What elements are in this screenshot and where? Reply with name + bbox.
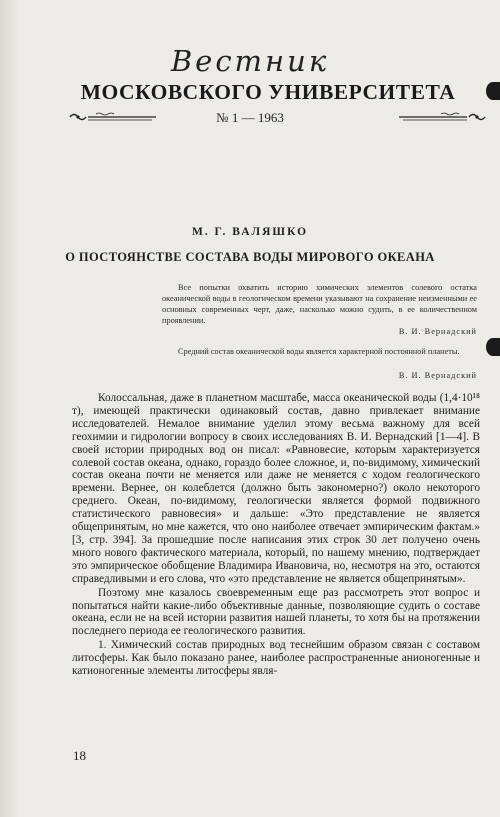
right-ornament-icon (395, 111, 487, 123)
journal-script-title: Вестник (170, 44, 330, 78)
binding-mark-icon (486, 82, 500, 100)
binding-mark-icon (486, 338, 500, 356)
page-number: 18 (73, 748, 86, 763)
article-title: О ПОСТОЯНСТВЕ СОСТАВА ВОДЫ МИРОВОГО ОКЕАНА (65, 250, 435, 264)
body-paragraph: 1. Химический состав природных вод теснейшим образом связан с составом литосферы. Как было показано ранее, наиболее распространенные анионогенные и катионогенные элементы литосферы явля- (72, 639, 480, 678)
article-body (72, 392, 480, 679)
body-paragraph: Колоссальная, даже в планетном масштабе, масса океанической воды (1,4·10¹⁸ т), имеющей практически одинаковый состав, давно привлекает внимание исследователей. Немалое внимание уделил этому весьма важному для всей геохимии и гидрологии вопросу в своих исследованиях В. И. Вернадский [1—4]. В своей истории природных вод он писал: «Равновесие, которым характеризуется солевой состав океана, однако, гораздо более сложное, и, по-видимому, химический состав океана почти не меняется или даже не меняется с ходом геологического времени. Вернее, он колеблется (должно быть закономерно?) около некоторого среднего. Океан, по-видимому, геологически является формой подвижного статистического равновесия» и дальше: «Это представление не является общепринятым, но мне кажется, что оно наиболее отвечает эмпирическим фактам.» [3, стр. 394]. За прошедшие после написания этих строк 30 лет получено очень много нового фактического материала, который, по нашему мнению, подтверждает это эмпирическое обобщение Владимира Ивановича, но, несмотря на это, остаются справедливыми и его слова, что «это представление не является общепринятым». (72, 392, 480, 585)
epigraph-text: Все попытки охватить историю химических элементов солевого остатка океанической воды в геологическом времени указывают на сохранение неизменными ее основных современных черт, даже, насколько можно судить, в ее количественном проявлении. (162, 283, 477, 325)
epigraph-signature: В. И. Вернадский (398, 327, 477, 336)
epigraph-2 (162, 346, 477, 357)
epigraph-text: Средний состав океанической воды является характерной постоянной планеты. (178, 347, 460, 356)
body-paragraph: Поэтому мне казалось своевременным еще раз рассмотреть этот вопрос и попытаться найти какие-либо объективные данные, позволяющие судить о составе океана, если не на всей истории развития нашей планеты, то хотя бы на протяжении последнего периода ее геологического развития. (72, 586, 480, 638)
epigraph-1 (162, 282, 477, 326)
issue-number: № 1 — 1963 (216, 110, 284, 125)
journal-main-title: МОСКОВСКОГО УНИВЕРСИТЕТА (80, 80, 456, 104)
epigraph-signature: В. И. Вернадский (398, 371, 477, 380)
article-author: М. Г. ВАЛЯШКО (191, 226, 309, 238)
